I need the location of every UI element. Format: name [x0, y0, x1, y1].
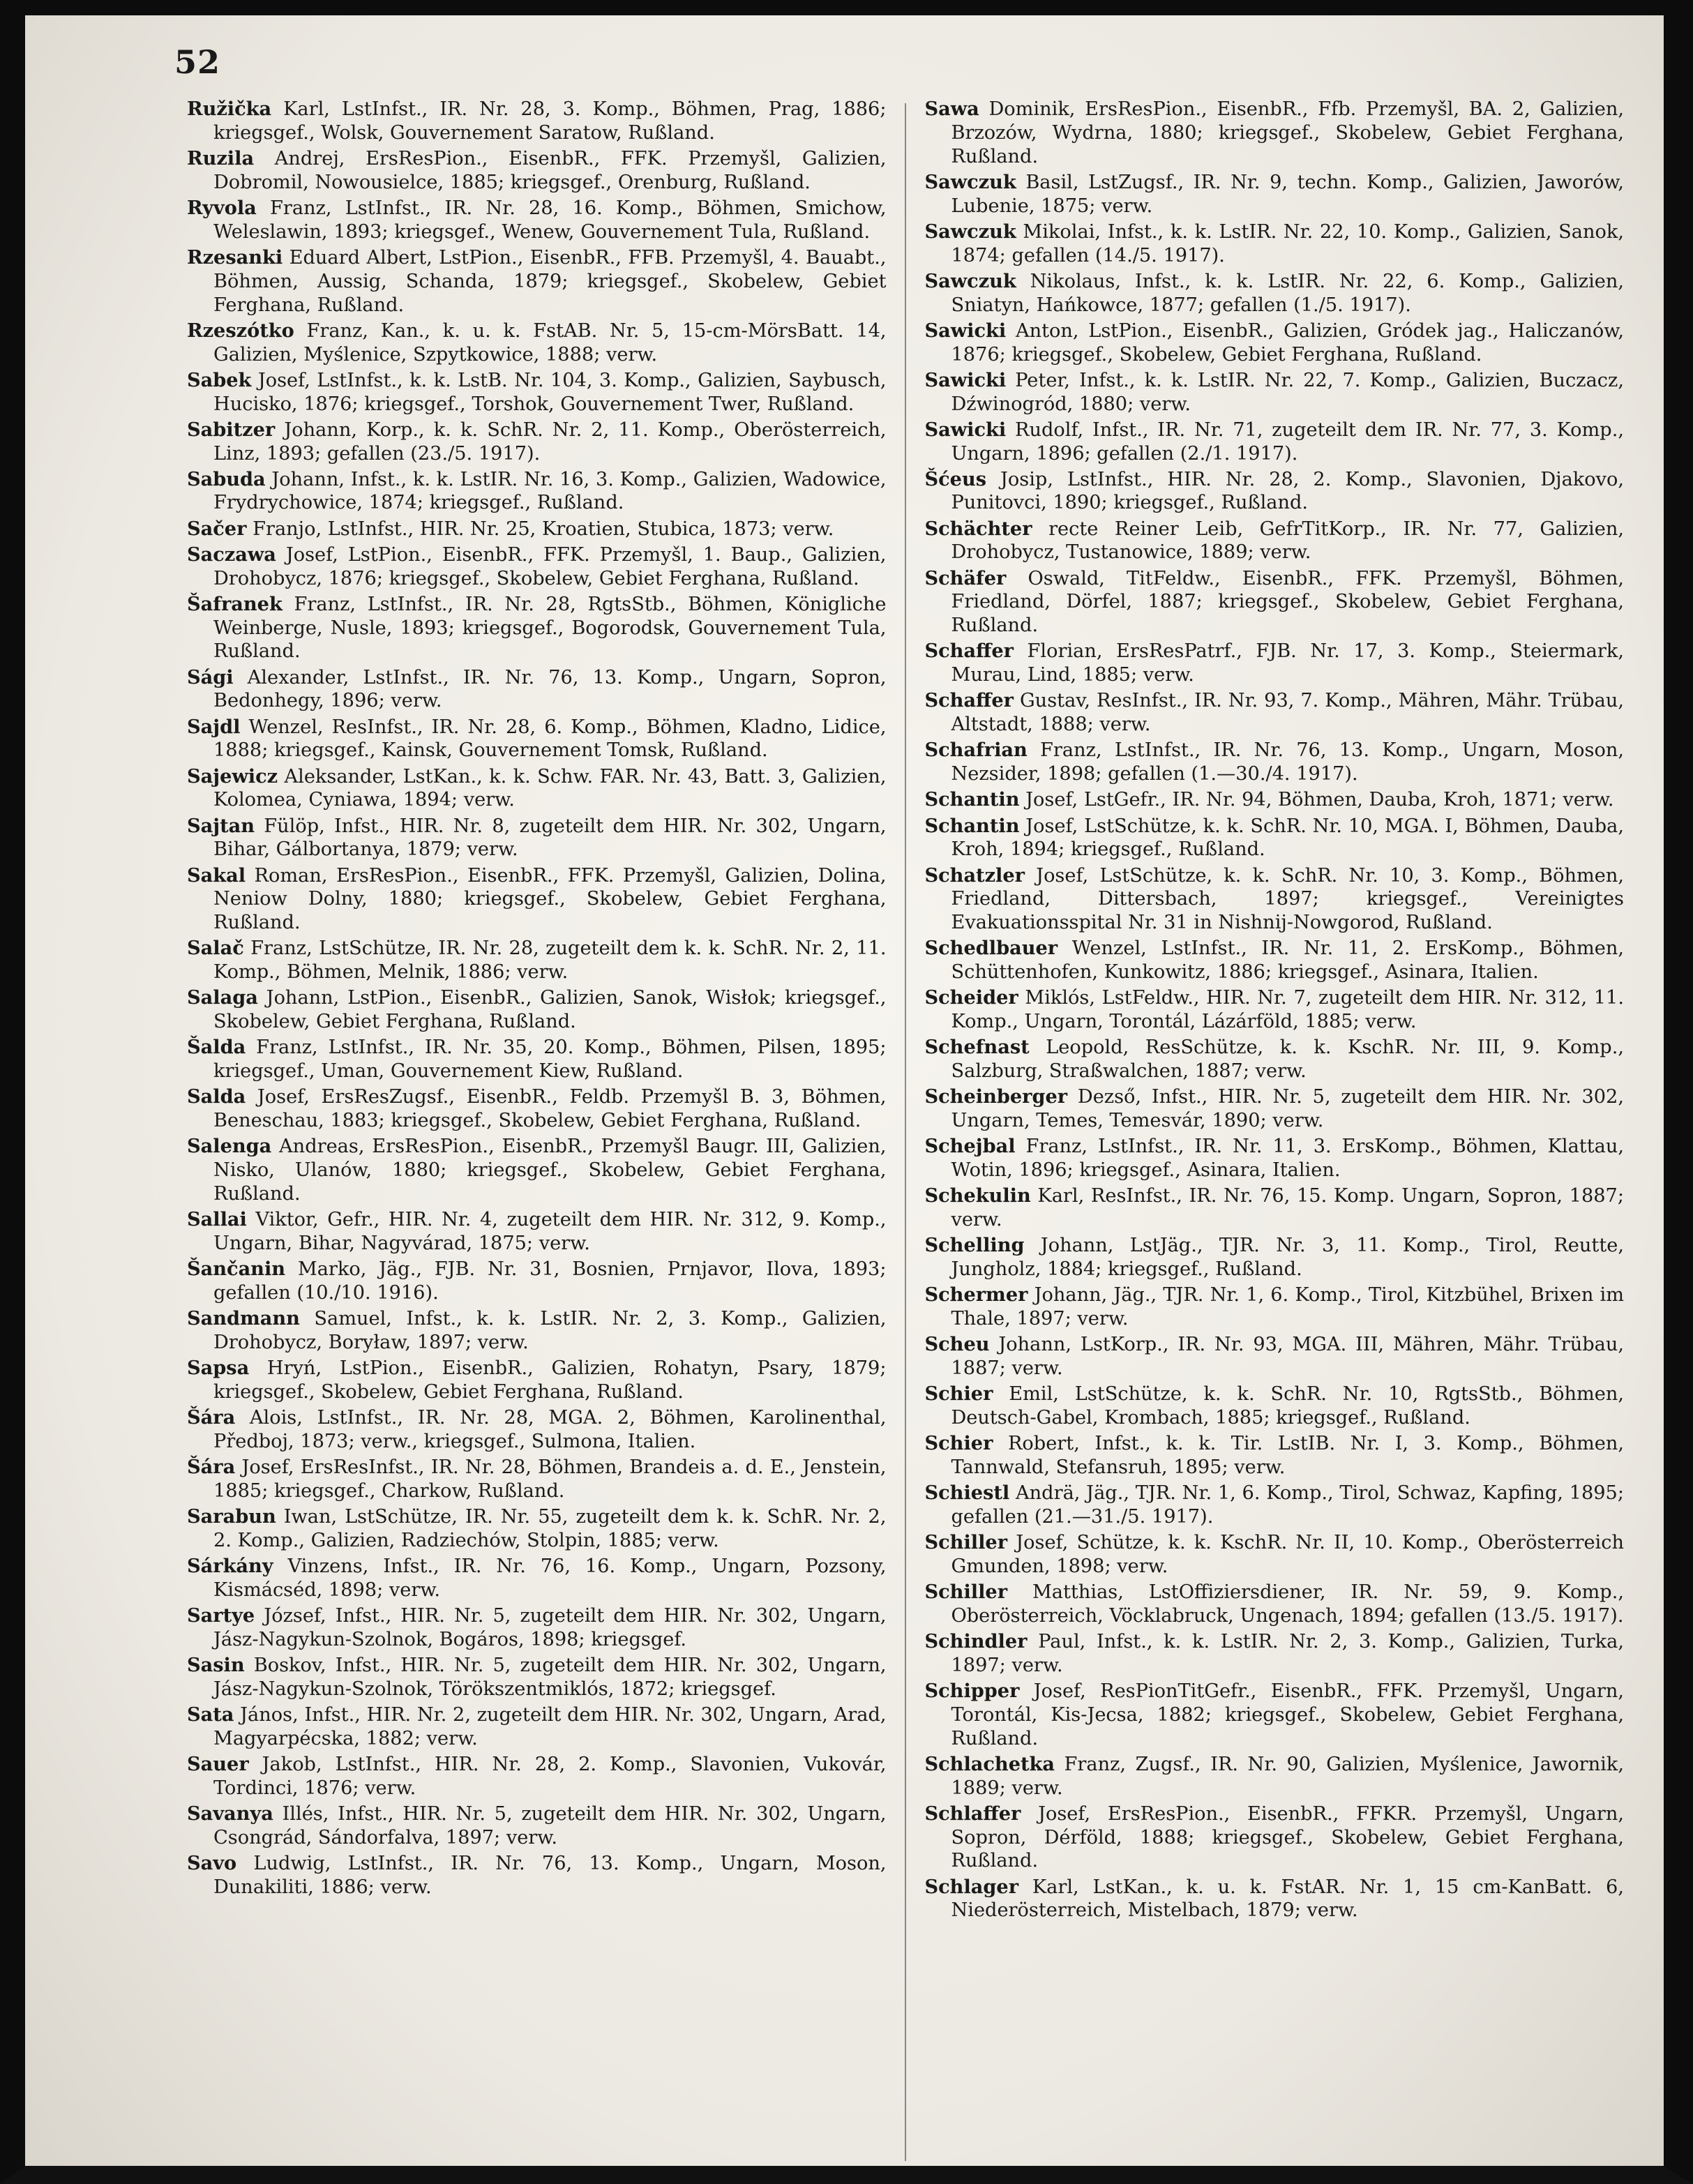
entry-details: Viktor, Gefr., HIR. Nr. 4, zugeteilt dem HIR. Nr. 312, 9. Komp., Ungarn, Bihar, Nagyvárad, 1875; verw. [213, 1209, 887, 1254]
list-entry [187, 1456, 887, 1503]
entry-details: Franjo, LstInfst., HIR. Nr. 25, Kroatien, Stubica, 1873; verw. [246, 518, 834, 540]
list-entry [187, 1357, 887, 1404]
entry-surname: Scheinberger [924, 1085, 1068, 1108]
list-entry [924, 1432, 1624, 1479]
entry-surname: Schipper [924, 1680, 1020, 1703]
list-entry [924, 986, 1624, 1034]
entry-details: Andrej, ErsResPion., EisenbR., FFK. Przemyšl, Galizien, Dobromil, Nowousielce, 1885; kriegsgef., Orenburg, Rußland. [213, 147, 887, 193]
entry-surname: Schantin [924, 788, 1020, 811]
entry-details: Mikolai, Infst., k. k. LstIR. Nr. 22, 10. Komp., Galizien, Sanok, 1874; gefallen (14./5. 1917). [951, 220, 1624, 266]
entry-details: Ludwig, LstInfst., IR. Nr. 76, 13. Komp., Ungarn, Moson, Dunakiliti, 1886; verw. [213, 1852, 887, 1898]
list-entry [924, 171, 1624, 218]
entry-details: János, Infst., HIR. Nr. 2, zugeteilt dem HIR. Nr. 302, Ungarn, Arad, Magyarpécska, 1882; verw. [213, 1703, 887, 1749]
entry-details: Gustav, ResInfst., IR. Nr. 93, 7. Komp., Mähren, Mähr. Trübau, Altstadt, 1888; verw. [951, 690, 1624, 736]
list-entry [187, 419, 887, 466]
entry-surname: Sasin [187, 1653, 245, 1676]
entry-details: Vinzens, Infst., IR. Nr. 76, 16. Komp., Ungarn, Pozsony, Kismácséd, 1898; verw. [213, 1555, 887, 1601]
entry-details: Josef, LstSchütze, k. k. SchR. Nr. 10, MGA. I, Böhmen, Dauba, Kroh, 1894; kriegsgef., Rußland. [951, 815, 1624, 861]
entry-details: Franz, LstInfst., IR. Nr. 11, 3. ErsKomp., Böhmen, Klattau, Wotin, 1896; kriegsgef., Asinara, Italien. [951, 1136, 1624, 1182]
entry-details: Josef, Schütze, k. k. KschR. Nr. II, 10. Komp., Oberösterreich Gmunden, 1898; verw. [951, 1532, 1624, 1577]
entry-details: Iwan, LstSchütze, IR. Nr. 55, zugeteilt dem k. k. SchR. Nr. 2, 2. Komp., Galizien, Radziechów, Stolpin, 1885; verw. [213, 1505, 887, 1551]
list-entry [187, 1802, 887, 1850]
entry-surname: Šafranek [187, 592, 283, 615]
list-entry [924, 1753, 1624, 1800]
entry-surname: Sajtan [187, 814, 255, 837]
entry-details: Dezső, Infst., HIR. Nr. 5, zugeteilt dem HIR. Nr. 302, Ungarn, Temes, Temesvár, 1890; verw. [951, 1086, 1624, 1132]
list-entry [187, 593, 887, 663]
list-entry [187, 1036, 887, 1083]
list-entry [187, 1505, 887, 1553]
list-entry [924, 1802, 1624, 1873]
entry-details: Josef, ResPionTitGefr., EisenbR., FFK. Przemyšl, Ungarn, Torontál, Kis-Jecsa, 1882; kriegsgef., Skobelew, Gebiet Ferghana, Rußland. [951, 1680, 1624, 1749]
entry-details: Josef, ErsResInfst., IR. Nr. 28, Böhmen, Brandeis a. d. E., Jenstein, 1885; kriegsgef., Charkow, Rußland. [213, 1456, 887, 1502]
list-entry [924, 1036, 1624, 1083]
entry-surname: Sawicki [924, 418, 1007, 441]
entry-details: Aleksander, LstKan., k. k. Schw. FAR. Nr. 43, Batt. 3, Galizien, Kolomea, Cyniawa, 1894; verw. [213, 765, 887, 811]
list-entry [924, 319, 1624, 367]
entry-surname: Sawa [924, 98, 979, 120]
entry-surname: Šćeus [924, 467, 987, 490]
entry-surname: Sawczuk [924, 269, 1016, 292]
entry-details: Josef, LstGefr., IR. Nr. 94, Böhmen, Dauba, Kroh, 1871; verw. [1019, 789, 1614, 811]
entry-surname: Schlaffer [924, 1802, 1021, 1825]
entry-surname: Šančanin [187, 1258, 286, 1281]
entry-details: Boskov, Infst., HIR. Nr. 5, zugeteilt dem HIR. Nr. 302, Ungarn, Jász-Nagykun-Szolnok, Törökszentmiklós, 1872; kriegsgef. [213, 1654, 887, 1700]
text-columns [187, 98, 1624, 2162]
entry-details: Alexander, LstInfst., IR. Nr. 76, 13. Komp., Ungarn, Sopron, Bedonhegy, 1896; verw. [213, 666, 887, 712]
entry-details: Josef, LstSchütze, k. k. SchR. Nr. 10, 3. Komp., Böhmen, Friedland, Dittersbach, 1897; kriegsgef., Vereinigtes Evakuationsspital Nr. 31 in Nishnij-Nowgorod, Rußland. [951, 864, 1624, 934]
list-entry [924, 1383, 1624, 1430]
entry-surname: Sági [187, 665, 234, 688]
list-entry [924, 1234, 1624, 1281]
list-entry [924, 98, 1624, 168]
entry-details: Johann, Infst., k. k. LstIR. Nr. 16, 3. Komp., Galizien, Wadowice, Frydrychowice, 1874; kriegsgef., Rußland. [213, 468, 887, 514]
list-entry [187, 1753, 887, 1800]
entry-surname: Rzesanki [187, 246, 283, 269]
entry-details: Matthias, LstOffiziersdiener, IR. Nr. 59, 9. Komp., Oberösterreich, Vöcklabruck, Ungenach, 1894; gefallen (13./5. 1917). [951, 1581, 1624, 1627]
entry-details: Andrä, Jäg., TJR. Nr. 1, 6. Komp., Tirol, Schwaz, Kapfing, 1895; gefallen (21.—31./5. 1917). [951, 1482, 1624, 1528]
list-entry [187, 369, 887, 416]
entry-details: Josef, LstInfst., k. k. LstB. Nr. 104, 3. Komp., Galizien, Saybusch, Hucisko, 1876; kriegsgef., Torshok, Gouvernement Twer, Rußland. [213, 369, 887, 415]
entry-details: Johann, LstPion., EisenbR., Galizien, Sanok, Wisłok; kriegsgef., Skobelew, Gebiet Ferghana, Rußland. [213, 987, 887, 1033]
entry-details: Dominik, ErsResPion., EisenbR., Ffb. Przemyšl, BA. 2, Galizien, Brzozów, Wydrna, 1880; kriegsgef., Skobelew, Gebiet Ferghana, Rußland. [951, 98, 1624, 167]
list-entry [187, 1604, 887, 1652]
entry-surname: Sawczuk [924, 220, 1016, 243]
entry-details: Miklós, LstFeldw., HIR. Nr. 7, zugeteilt dem HIR. Nr. 312, 11. Komp., Ungarn, Torontál, Lázárföld, 1885; verw. [951, 987, 1624, 1033]
entry-details: Johann, Korp., k. k. SchR. Nr. 2, 11. Komp., Oberösterreich, Linz, 1893; gefallen (23./5. 1917). [213, 419, 887, 465]
entry-details: Samuel, Infst., k. k. LstIR. Nr. 2, 3. Komp., Galizien, Drohobycz, Boryław, 1897; verw. [213, 1308, 887, 1353]
entry-details: Franz, Kan., k. u. k. FstAB. Nr. 5, 15-cm-MörsBatt. 14, Galizien, Myślenice, Szpytkowice, 1888; verw. [213, 319, 887, 366]
entry-details: Basil, LstZugsf., IR. Nr. 9, techn. Komp., Galizien, Jaworów, Lubenie, 1875; verw. [951, 171, 1624, 217]
list-entry [924, 419, 1624, 466]
entry-surname: Schlager [924, 1875, 1019, 1898]
list-entry [187, 666, 887, 714]
entry-details: Johann, LstKorp., IR. Nr. 93, MGA. III, Mähren, Mähr. Trübau, 1887; verw. [951, 1334, 1624, 1380]
entry-details: Josef, ErsResPion., EisenbR., FFKR. Przemyšl, Ungarn, Sopron, Dérföld, 1888; kriegsgef., Skobelew, Gebiet Ferghana, Rußland. [951, 1802, 1624, 1872]
entry-surname: Sata [187, 1703, 234, 1726]
entry-surname: Schiller [924, 1531, 1008, 1554]
entry-surname: Schlachetka [924, 1752, 1055, 1775]
entry-surname: Schefnast [924, 1036, 1030, 1059]
entry-details: Emil, LstSchütze, k. k. SchR. Nr. 10, RgtsStb., Böhmen, Deutsch-Gabel, Krombach, 1885; kriegsgef., Rußland. [951, 1383, 1624, 1429]
list-entry [187, 1654, 887, 1701]
entry-details: Robert, Infst., k. k. Tir. LstIB. Nr. I, 3. Komp., Böhmen, Tannwald, Stefansruh, 1895; verw. [951, 1433, 1624, 1478]
entry-surname: Schier [924, 1383, 993, 1406]
left-column [187, 98, 887, 2162]
entry-details: Franz, LstInfst., IR. Nr. 76, 13. Komp., Ungarn, Moson, Nezsider, 1898; gefallen (1.—30./4. 1917). [951, 739, 1624, 785]
entry-details: Jakob, LstInfst., HIR. Nr. 28, 2. Komp., Slavonien, Vukovár, Tordinci, 1876; verw. [213, 1753, 887, 1799]
list-entry [924, 815, 1624, 862]
entry-surname: Sačer [187, 517, 247, 540]
entry-surname: Sabek [187, 368, 252, 391]
entry-surname: Schiestl [924, 1482, 1010, 1505]
list-entry [187, 319, 887, 367]
entry-surname: Sabitzer [187, 418, 276, 441]
entry-surname: Schermer [924, 1283, 1028, 1306]
entry-surname: Šára [187, 1406, 236, 1429]
entry-surname: Schäfer [924, 566, 1007, 589]
list-entry [187, 1135, 887, 1205]
list-entry [187, 543, 887, 591]
list-entry [187, 1258, 887, 1305]
entry-surname: Schiller [924, 1581, 1008, 1604]
entry-surname: Scheider [924, 986, 1018, 1009]
entry-surname: Scheu [924, 1333, 990, 1356]
entry-surname: Sabuda [187, 467, 266, 490]
entry-surname: Schantin [924, 814, 1020, 837]
entry-surname: Sakal [187, 864, 246, 887]
entry-surname: Sandmann [187, 1307, 300, 1330]
entry-surname: Salenga [187, 1135, 272, 1158]
list-entry [187, 815, 887, 862]
entry-surname: Sauer [187, 1752, 249, 1775]
entry-details: Franz, LstSchütze, IR. Nr. 28, zugeteilt dem k. k. SchR. Nr. 2, 11. Komp., Böhmen, Melnik, 1886; verw. [213, 937, 887, 984]
entry-details: Wenzel, ResInfst., IR. Nr. 28, 6. Komp., Böhmen, Kladno, Lidice, 1888; kriegsgef., Kainsk, Gouvernement Tomsk, Rußland. [213, 716, 887, 762]
entry-details: Eduard Albert, LstPion., EisenbR., FFB. Przemyšl, 4. Bauabt., Böhmen, Aussig, Schanda, 1879; kriegsgef., Skobelew, Gebiet Ferghana, Rußland. [213, 246, 887, 316]
list-entry [187, 246, 887, 317]
list-entry [924, 1135, 1624, 1182]
list-entry [187, 1208, 887, 1256]
entry-details: Josef, LstPion., EisenbR., FFK. Przemyšl, 1. Baup., Galizien, Drohobycz, 1876; kriegsgef., Skobelew, Gebiet Ferghana, Rußland. [213, 543, 887, 589]
entry-details: Nikolaus, Infst., k. k. LstIR. Nr. 22, 6. Komp., Galizien, Sniatyn, Hańkowce, 1877; gefallen (1./5. 1917). [951, 270, 1624, 316]
entry-surname: Sartye [187, 1604, 255, 1627]
list-entry [187, 1555, 887, 1602]
entry-surname: Schekulin [924, 1184, 1031, 1207]
entry-details: recte Reiner Leib, GefrTitKorp., IR. Nr. 77, Galizien, Drohobycz, Tustanowice, 1889; verw. [951, 518, 1624, 564]
entry-details: Marko, Jäg., FJB. Nr. 31, Bosnien, Prnjavor, Ilova, 1893; gefallen (10./10. 1916). [213, 1258, 887, 1304]
list-entry [924, 640, 1624, 687]
list-entry [187, 937, 887, 984]
list-entry [924, 369, 1624, 416]
list-entry [187, 864, 887, 935]
entry-surname: Sawczuk [924, 170, 1016, 193]
entry-surname: Schindler [924, 1630, 1028, 1653]
entry-surname: Sawicki [924, 368, 1007, 391]
list-entry [924, 1333, 1624, 1380]
list-entry [924, 518, 1624, 565]
entry-details: Fülöp, Infst., HIR. Nr. 8, zugeteilt dem HIR. Nr. 302, Ungarn, Bihar, Gálbortanya, 1879; verw. [213, 815, 887, 861]
entry-details: Anton, LstPion., EisenbR., Galizien, Gródek jag., Haliczanów, 1876; kriegsgef., Skobelew, Gebiet Ferghana, Rußland. [951, 319, 1624, 366]
entry-surname: Schelling [924, 1234, 1025, 1257]
list-entry [187, 1852, 887, 1899]
list-entry [924, 1630, 1624, 1678]
entry-details: Johann, LstJäg., TJR. Nr. 3, 11. Komp., Tirol, Reutte, Jungholz, 1884; kriegsgef., Rußland. [951, 1235, 1624, 1281]
list-entry [924, 1085, 1624, 1133]
entry-surname: Sallai [187, 1208, 247, 1231]
entry-surname: Sapsa [187, 1357, 250, 1380]
entry-details: Andreas, ErsResPion., EisenbR., Przemyšl Baugr. III, Galizien, Nisko, Ulanów, 1880; kriegsgef., Skobelew, Gebiet Ferghana, Rußland. [213, 1136, 887, 1205]
list-entry [187, 1406, 887, 1454]
entry-details: Franz, Zugsf., IR. Nr. 90, Galizien, Myślenice, Jawornik, 1889; verw. [951, 1753, 1624, 1799]
list-entry [924, 864, 1624, 935]
list-entry [924, 1283, 1624, 1331]
entry-surname: Šára [187, 1455, 236, 1478]
entry-surname: Šalda [187, 1036, 246, 1059]
entry-surname: Salaga [187, 986, 258, 1009]
list-entry [187, 468, 887, 515]
list-entry [187, 765, 887, 813]
list-entry [924, 220, 1624, 268]
list-entry [924, 689, 1624, 737]
entry-surname: Ryvola [187, 196, 257, 219]
entry-details: Paul, Infst., k. k. LstIR. Nr. 2, 3. Komp., Galizien, Turka, 1897; verw. [951, 1631, 1624, 1676]
entry-surname: Savanya [187, 1802, 273, 1825]
entry-details: Franz, LstInfst., IR. Nr. 28, 16. Komp., Böhmen, Smichow, Weleslawin, 1893; kriegsgef., Wenew, Gouvernement Tula, Rußland. [213, 197, 887, 243]
entry-details: Roman, ErsResPion., EisenbR., FFK. Przemyšl, Galizien, Dolina, Neniow Dolny, 1880; kriegsgef., Skobelew, Gebiet Ferghana, Rußland. [213, 864, 887, 934]
entry-details: Alois, LstInfst., IR. Nr. 28, MGA. 2, Böhmen, Karolinenthal, Předboj, 1873; verw., kriegsgef., Sulmona, Italien. [213, 1407, 887, 1452]
entry-details: Josip, LstInfst., HIR. Nr. 28, 2. Komp., Slavonien, Djakovo, Punitovci, 1890; kriegsgef., Rußland. [951, 468, 1624, 514]
list-entry [187, 1703, 887, 1751]
list-entry [924, 1876, 1624, 1923]
entry-surname: Schier [924, 1432, 993, 1455]
page-number: 52 [174, 43, 221, 81]
list-entry [924, 567, 1624, 638]
list-entry [924, 1581, 1624, 1628]
entry-surname: Salač [187, 937, 244, 960]
entry-details: Franz, LstInfst., IR. Nr. 28, RgtsStb., Böhmen, Königliche Weinberge, Nusle, 1893; kriegsgef., Bogorodsk, Gouvernement Tula, Rußland. [213, 593, 887, 663]
column-divider [905, 103, 907, 2161]
entry-details: Hryń, LstPion., EisenbR., Galizien, Rohatyn, Psary, 1879; kriegsgef., Skobelew, Gebiet Ferghana, Rußland. [213, 1357, 887, 1403]
entry-surname: Schedlbauer [924, 937, 1058, 960]
entry-surname: Sárkány [187, 1554, 273, 1577]
right-column [924, 98, 1624, 2162]
list-entry [924, 1531, 1624, 1579]
entry-details: Karl, LstKan., k. u. k. FstAR. Nr. 1, 15 cm-KanBatt. 6, Niederösterreich, Mistelbach, 1879; verw. [951, 1876, 1624, 1922]
entry-surname: Schächter [924, 517, 1032, 540]
entry-surname: Sawicki [924, 319, 1007, 342]
entry-surname: Ružička [187, 98, 272, 120]
entry-surname: Schaffer [924, 640, 1014, 663]
entry-details: Rudolf, Infst., IR. Nr. 71, zugeteilt dem IR. Nr. 77, 3. Komp., Ungarn, 1896; gefallen (2./1. 1917). [951, 419, 1624, 465]
entry-surname: Schejbal [924, 1135, 1016, 1158]
entry-surname: Schaffer [924, 689, 1014, 712]
entry-details: József, Infst., HIR. Nr. 5, zugeteilt dem HIR. Nr. 302, Ungarn, Jász-Nagykun-Szolnok, Bogáros, 1898; kriegsgef. [213, 1604, 887, 1650]
list-entry [924, 739, 1624, 786]
entry-surname: Schafrian [924, 739, 1028, 762]
list-entry [924, 468, 1624, 515]
list-entry [187, 197, 887, 244]
list-entry [924, 1184, 1624, 1232]
entry-surname: Sajewicz [187, 765, 278, 788]
list-entry [924, 1680, 1624, 1750]
entry-surname: Rzeszótko [187, 319, 294, 342]
entry-surname: Sajdl [187, 715, 241, 738]
list-entry [187, 518, 887, 541]
entry-details: Josef, ErsResZugsf., EisenbR., Feldb. Przemyšl B. 3, Böhmen, Beneschau, 1883; kriegsgef., Skobelew, Gebiet Ferghana, Rußland. [213, 1086, 887, 1132]
entry-details: Oswald, TitFeldw., EisenbR., FFK. Przemyšl, Böhmen, Friedland, Dörfel, 1887; kriegsgef., Skobelew, Gebiet Ferghana, Rußland. [951, 567, 1624, 637]
entry-surname: Saczawa [187, 543, 276, 566]
entry-details: Wenzel, LstInfst., IR. Nr. 11, 2. ErsKomp., Böhmen, Schüttenhofen, Kunkowitz, 1886; kriegsgef., Asinara, Italien. [951, 937, 1624, 984]
list-entry [187, 1085, 887, 1133]
entry-details: Karl, ResInfst., IR. Nr. 76, 15. Komp. Ungarn, Sopron, 1887; verw. [951, 1185, 1624, 1231]
list-entry [924, 270, 1624, 317]
entry-details: Franz, LstInfst., IR. Nr. 35, 20. Komp., Böhmen, Pilsen, 1895; kriegsgef., Uman, Gouvernement Kiew, Rußland. [213, 1037, 887, 1083]
entry-surname: Savo [187, 1851, 237, 1874]
entry-details: Peter, Infst., k. k. LstIR. Nr. 22, 7. Komp., Galizien, Buczacz, Dźwinogród, 1880; verw. [951, 369, 1624, 415]
entry-details: Florian, ErsResPatrf., FJB. Nr. 17, 3. Komp., Steiermark, Murau, Lind, 1885; verw. [951, 640, 1624, 686]
entry-surname: Sarabun [187, 1505, 276, 1528]
list-entry [187, 986, 887, 1034]
entry-details: Illés, Infst., HIR. Nr. 5, zugeteilt dem HIR. Nr. 302, Ungarn, Csongrád, Sándorfalva, 1897; verw. [213, 1802, 887, 1848]
entry-surname: Schatzler [924, 864, 1025, 887]
list-entry [187, 147, 887, 195]
entry-surname: Salda [187, 1085, 246, 1108]
entry-details: Leopold, ResSchütze, k. k. KschR. Nr. III, 9. Komp., Salzburg, Straßwalchen, 1887; verw. [951, 1037, 1624, 1083]
entry-details: Karl, LstInfst., IR. Nr. 28, 3. Komp., Böhmen, Prag, 1886; kriegsgef., Wolsk, Gouvernement Saratow, Rußland. [213, 98, 887, 144]
list-entry [187, 716, 887, 763]
list-entry [924, 937, 1624, 984]
list-entry [924, 788, 1624, 812]
list-entry [187, 98, 887, 145]
list-entry [187, 1307, 887, 1355]
entry-surname: Ruzila [187, 146, 255, 170]
entry-details: Johann, Jäg., TJR. Nr. 1, 6. Komp., Tirol, Kitzbühel, Brixen im Thale, 1897; verw. [951, 1284, 1624, 1330]
list-entry [924, 1482, 1624, 1529]
